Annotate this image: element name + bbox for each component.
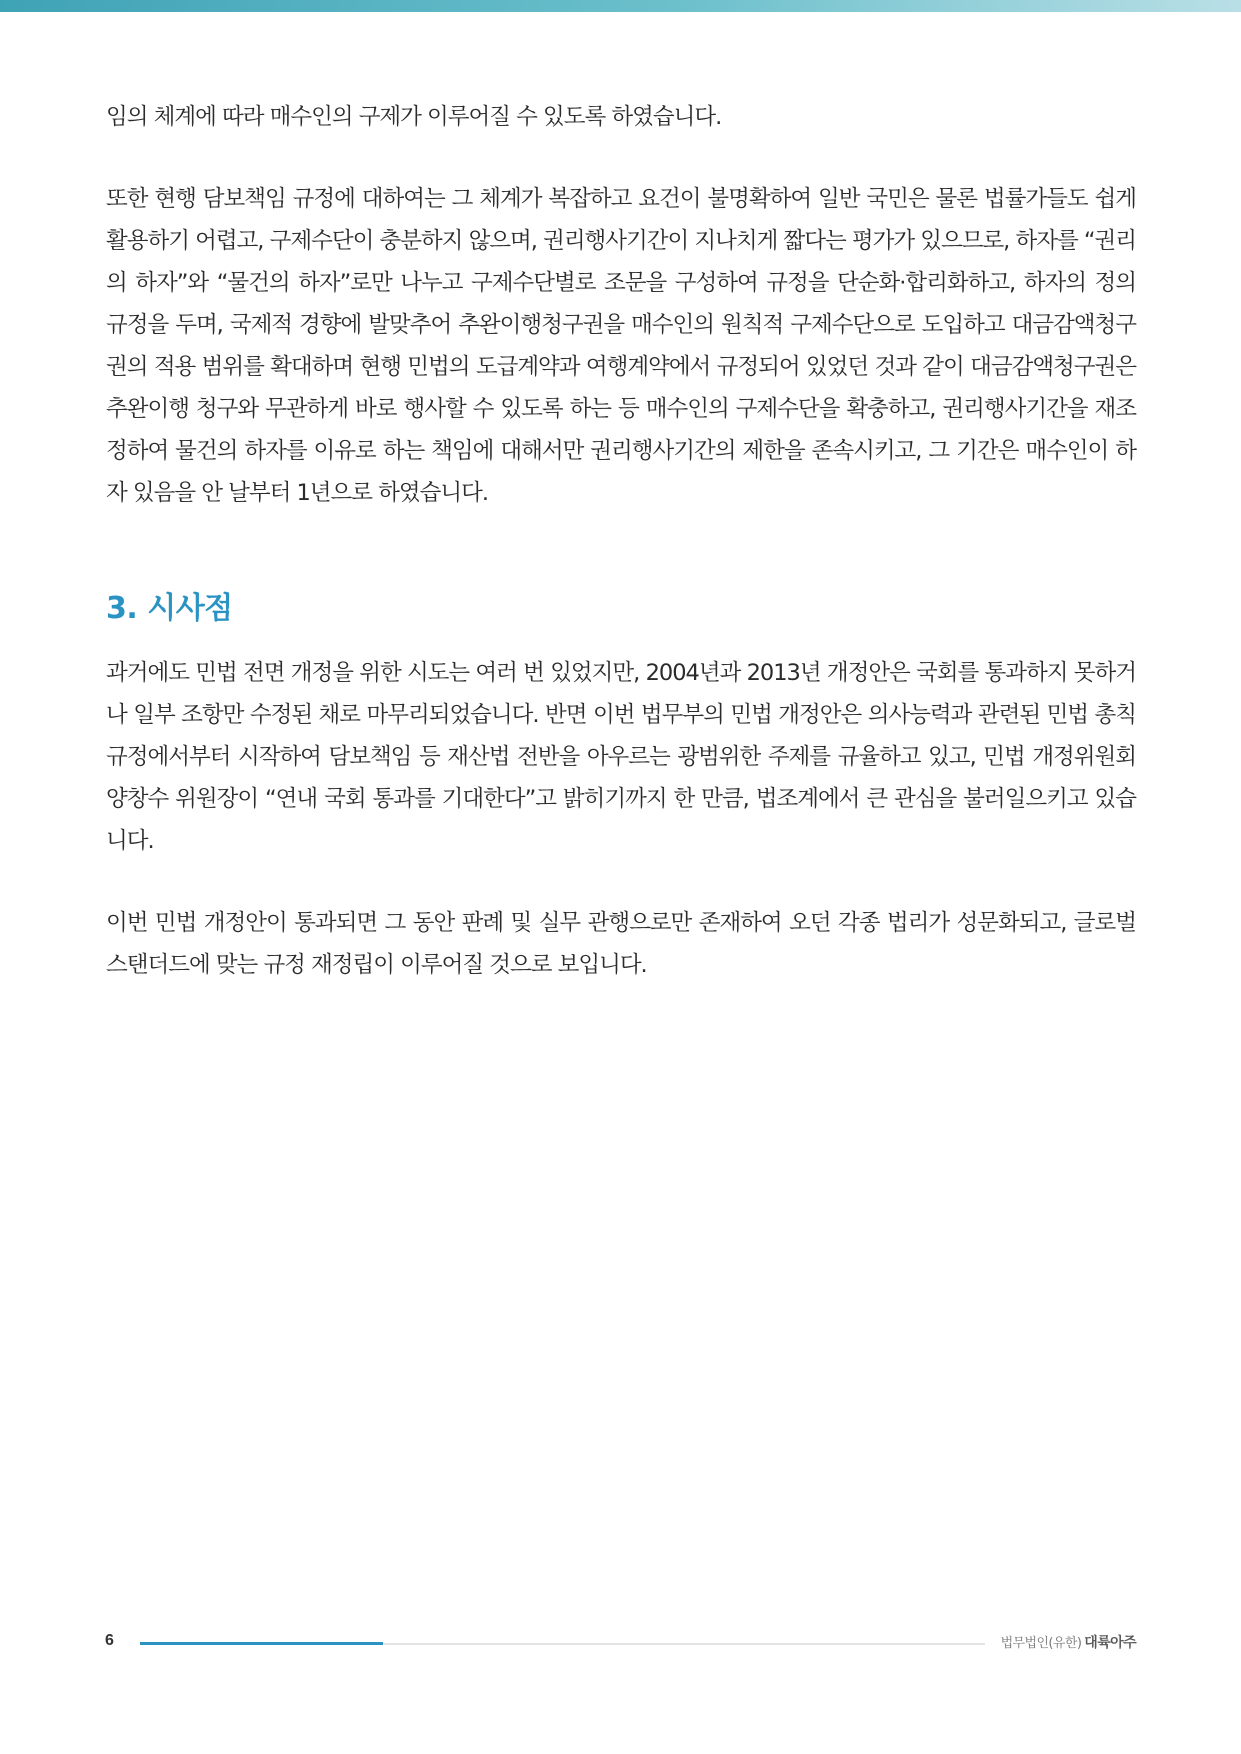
top-decorative-band (0, 0, 1241, 12)
page-number: 6 (105, 1632, 114, 1649)
footer-divider-accent (140, 1642, 383, 1645)
page-footer (0, 1630, 1241, 1660)
firm-brand: 대륙아주 (1084, 1635, 1136, 1651)
paragraph-continuation: 임의 체계에 따라 매수인의 구제가 이루어질 수 있도록 하였습니다. (106, 104, 722, 130)
paragraph-implications-1: 과거에도 민법 전면 개정을 위한 시도는 여러 번 있었지만, 2004년과 2013년 개정안은 국회를 통과하지 못하거나 일부 조항만 수정된 채로 마무리되었습니다. 반면 이번 법무부의 민법 개정안은 의사능력과 관련된 민법 총칙 규정에서부터 시작하여 담보책임 등 재산법 전반을 아우르는 광범위한 주제를 규율하고 있고, 민법 개정위원회 양창수 위원장이 “연내 국회 통과를 기대한다”고 밝히기까지 한 만큼, 법조계에서 큰 관심을 불러일으키고 있습니다. (106, 660, 1136, 854)
paragraph-warranty-reform: 또한 현행 담보책임 규정에 대하여는 그 체계가 복잡하고 요건이 불명확하여 일반 국민은 물론 법률가들도 쉽게 활용하기 어렵고, 구제수단이 충분하지 않으며, 권리행사기간이 지나치게 짧다는 평가가 있으므로, 하자를 “권리의 하자”와 “물건의 하자”로만 나누고 구제수단별로 조문을 구성하여 규정을 단순화·합리화하고, 하자의 정의 규정을 두며, 국제적 경향에 발맞추어 추완이행청구권을 매수인의 원칙적 구제수단으로 도입하고 대금감액청구권의 적용 범위를 확대하며 현행 민법의 도급계약과 여행계약에서 규정되어 있었던 것과 같이 대금감액청구권은 추완이행 청구와 무관하게 바로 행사할 수 있도록 하는 등 매수인의 구제수단을 확충하고, 권리행사기간을 재조정하여 물건의 하자를 이유로 하는 책임에 대해서만 권리행사기간의 제한을 존속시키고, 그 기간은 매수인이 하자 있음을 안 날부터 1년으로 하였습니다. (106, 186, 1136, 506)
firm-prefix: 법무법인(유한) (1000, 1636, 1082, 1651)
paragraph-implications-2: 이번 민법 개정안이 통과되면 그 동안 판례 및 실무 관행으로만 존재하여 오던 각종 법리가 성문화되고, 글로벌 스탠더드에 맞는 규정 재정립이 이루어질 것으로 보입니다. (106, 910, 1136, 978)
document-body (106, 96, 1136, 986)
firm-name (1001, 1632, 1136, 1652)
section-heading-implications: 3. 시사점 (106, 591, 233, 626)
